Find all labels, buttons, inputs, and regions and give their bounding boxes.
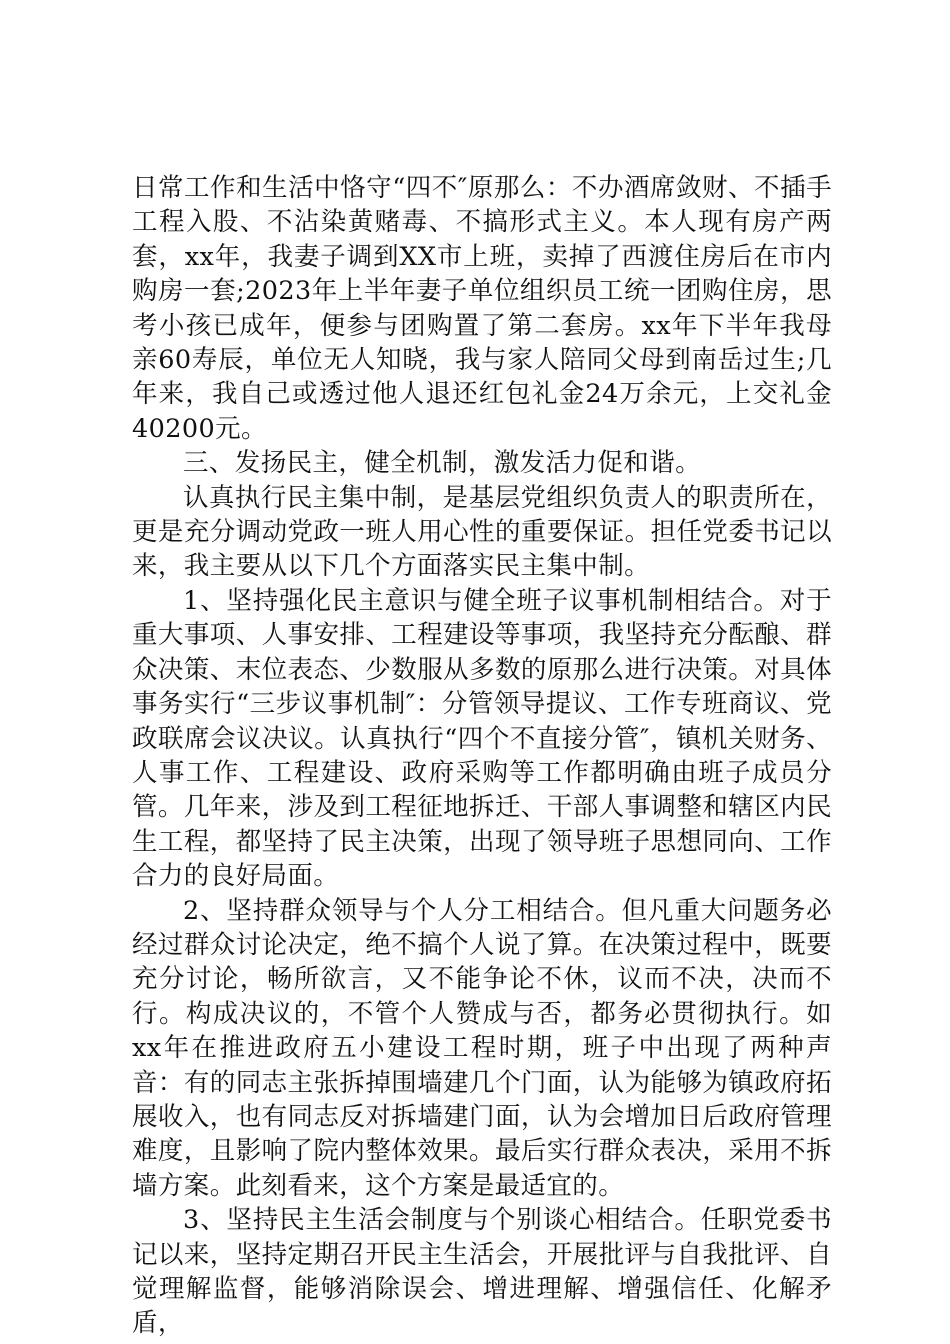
paragraph-democratic-centralism: 认真执行民主集中制，是基层党组织负责人的职责所在，更是充分调动党政一班人用心性的重要保证。担任党委书记以来，我主要从以下几个方面落实民主集中制。	[132, 482, 832, 582]
section-heading-three: 三、发扬民主，健全机制，激发活力促和谐。	[183, 448, 702, 479]
paragraph-item-1: 1、坚持强化民主意识与健全班子议事机制相结合。对于重大事项、人事安排、工程建设等事项，我坚持充分酝酿、群众决策、末位表态、少数服从多数的原那么进行决策。对具体事务实行“三步议事机制″：分管领导提议、工作专班商议、党政联席会议决议。认真执行“四个不直接分管″，镇机关财务、人事工作、工程建设、政府采购等工作都明确由班子成员分管。几年来，涉及到工程征地拆迁、干部人事调整和辖区内民生工程，都坚持了民主决策，出现了领导班子思想同向、工作合力的良好局面。	[132, 585, 832, 892]
document-body	[132, 171, 832, 1341]
paragraph-item-2: 2、坚持群众领导与个人分工相结合。但凡重大问题务必经过群众讨论决定，绝不搞个人说了算。在决策过程中，既要充分讨论，畅所欲言，又不能争论不休，议而不决，决而不行。构成决议的，不管个人赞成与否，都务必贯彻执行。如xx年在推进政府五小建设工程时期，班子中出现了两种声音：有的同志主张拆掉围墙建几个门面，认为能够为镇政府拓展收入，也有同志反对拆墙建门面，认为会增加日后政府管理难度，且影响了院内整体效果。最后实行群众表决，采用不拆墙方案。此刻看来，这个方案是最适宜的。	[132, 895, 832, 1201]
paragraph-item-3: 3、坚持民主生活会制度与个别谈心相结合。任职党委书记以来，坚持定期召开民主生活会，开展批评与自我批评、自觉理解监督，能够消除误会、增进理解、增强信任、化解矛盾，	[132, 1205, 832, 1339]
paragraph-continuation: 日常工作和生活中恪守“四不″原那么：不办酒席敛财、不插手工程入股、不沾染黄赌毒、不搞形式主义。本人现有房产两套，xx年，我妻子调到XX市上班，卖掉了西渡住房后在市内购房一套;2023年上半年妻子单位组织员工统一团购住房，思考小孩已成年，便参与团购置了第二套房。xx年下半年我母亲60寿辰，单位无人知晓，我与家人陪同父母到南岳过生;几年来，我自己或透过他人退还红包礼金24万余元，上交礼金40200元。	[132, 173, 832, 444]
